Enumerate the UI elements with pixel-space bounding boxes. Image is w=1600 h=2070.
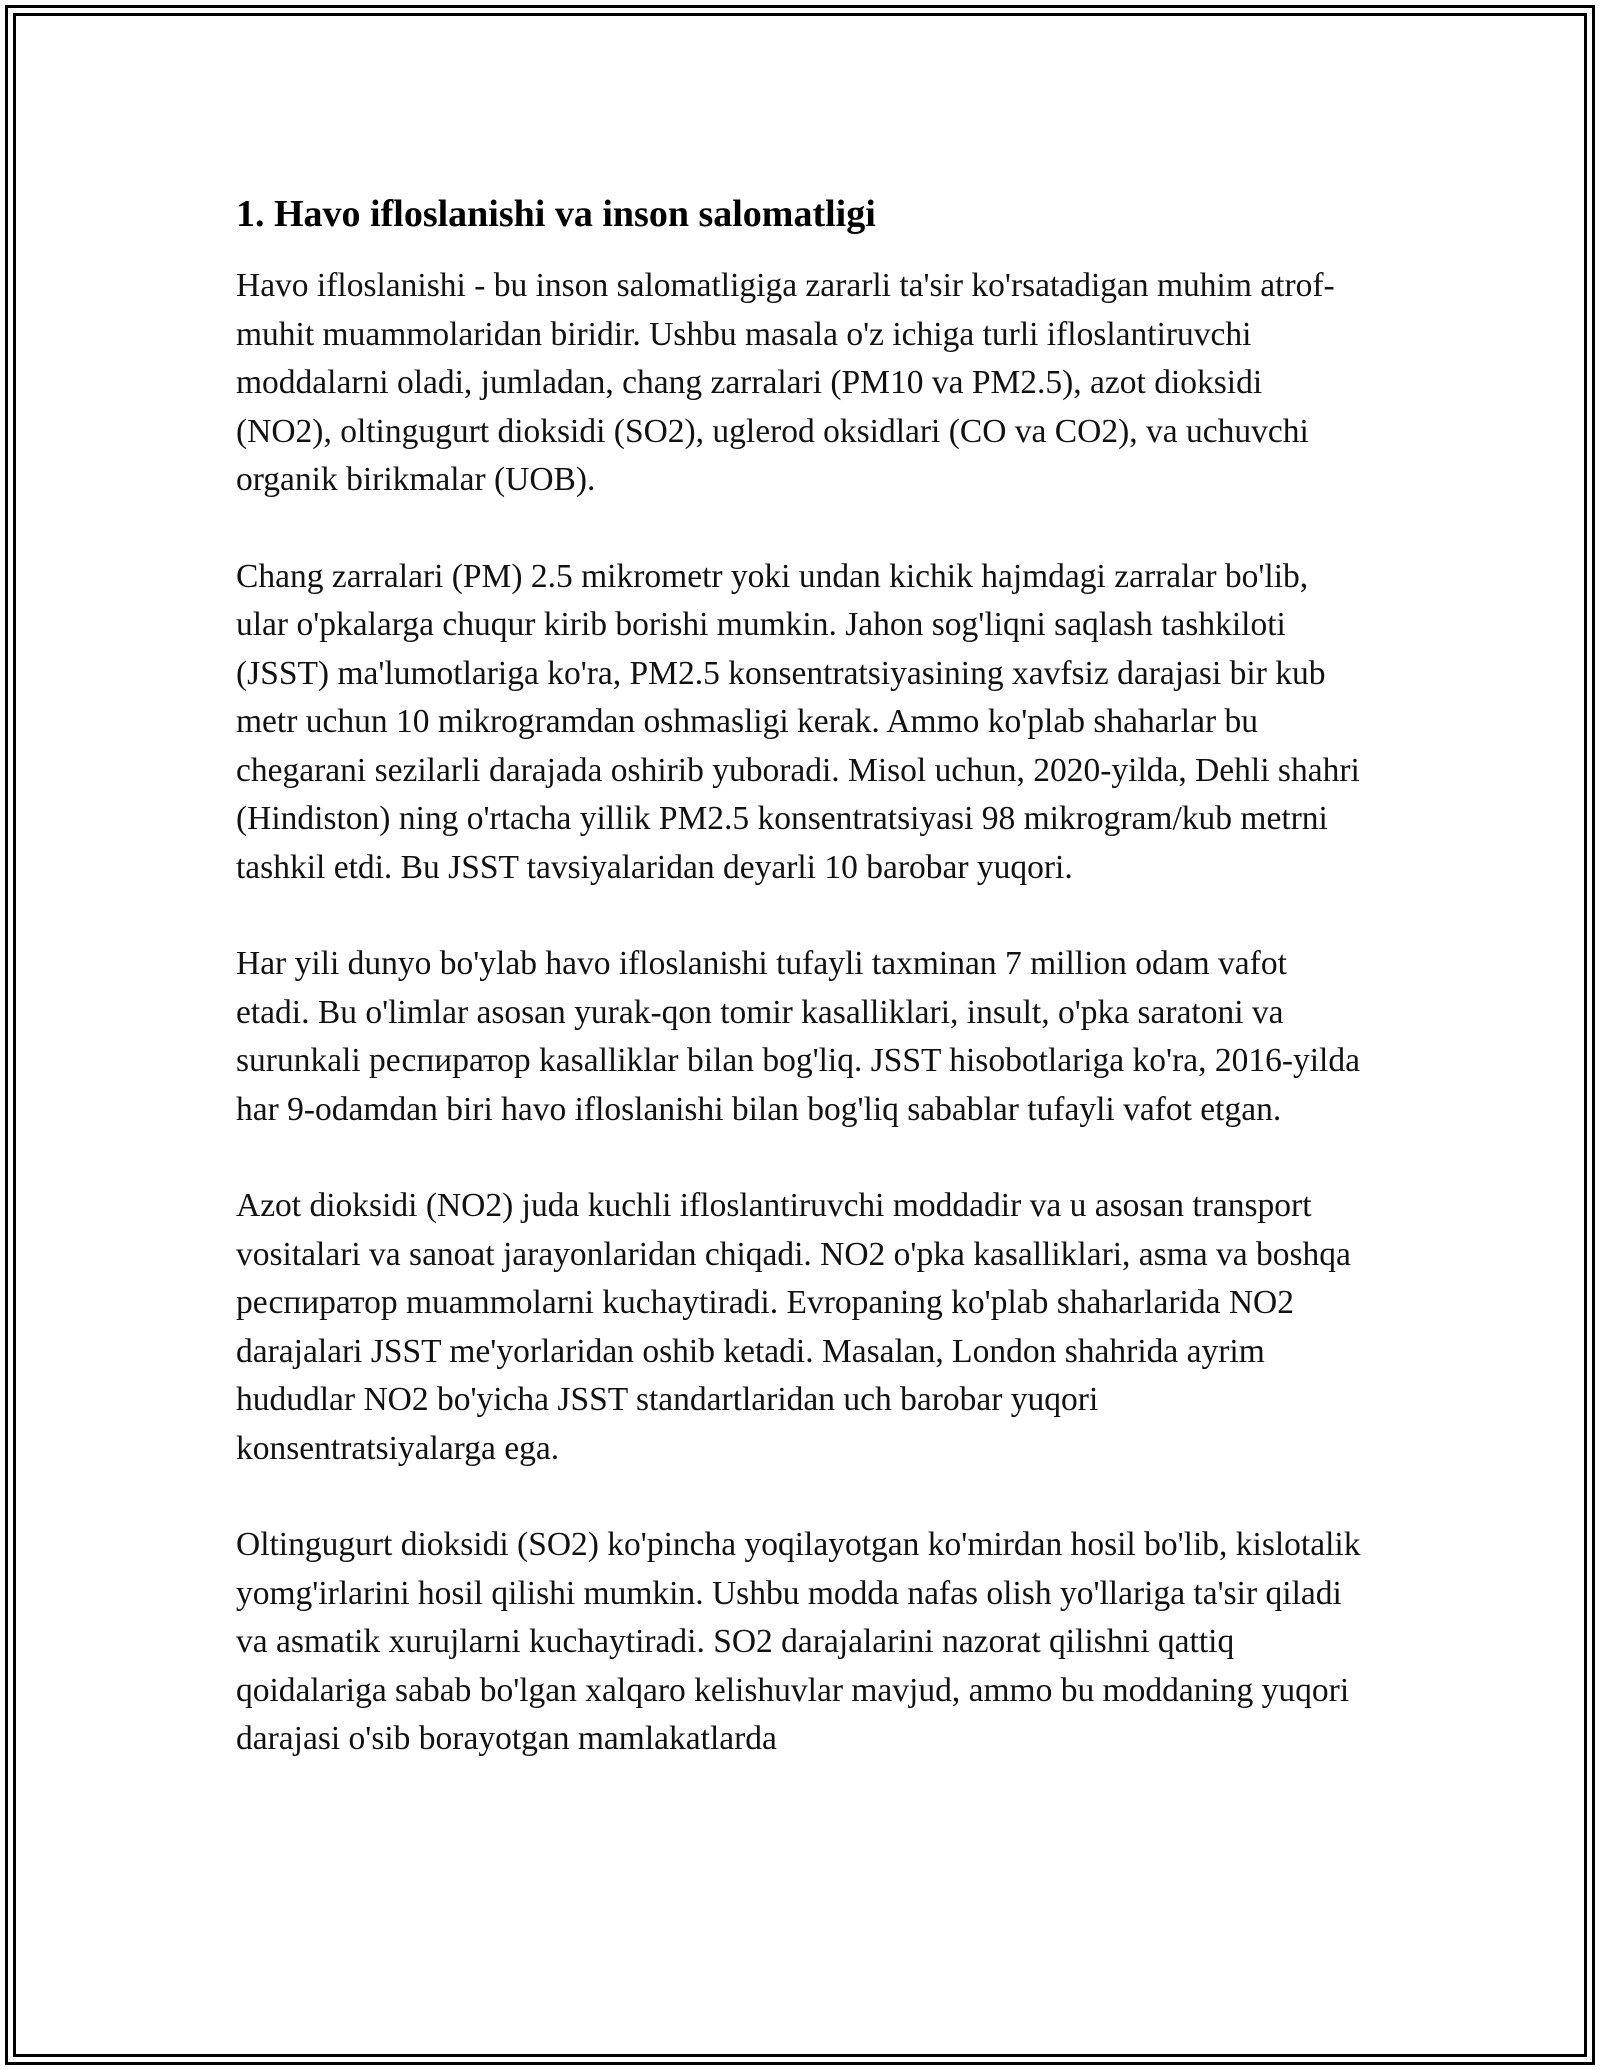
paragraph-nitrogen-dioxide: Azot dioksidi (NO2) juda kuchli ifloslantiruvchi moddadir va u asosan transport vositalari va sanoat jarayonlaridan chiqadi. NO2 o'pka kasalliklari, asma va boshqa респиратор muammolarni kuchaytiradi. Evropaning ko'plab shaharlarida NO2 darajalari JSST me'yorlaridan oshib ketadi. Masalan, London shahrida ayrim hududlar NO2 bo'yicha JSST standartlaridan uch barobar yuqori konsentratsiyalarga ega. <box>236 1187 1351 1467</box>
paragraph-mortality: Har yili dunyo bo'ylab havo ifloslanishi tufayli taxminan 7 million odam vafot etadi. Bu o'limlar asosan yurak-qon tomir kasalliklari, insult, o'pka saratoni va surunkali респиратор kasalliklar bilan bog'liq. JSST hisobotlariga ko'ra, 2016-yilda har 9-odamdan biri havo ifloslanishi bilan bog'liq sabablar tufayli vafot etgan. <box>236 945 1360 1128</box>
paragraph-particulate-matter: Chang zarralari (PM) 2.5 mikrometr yoki undan kichik hajmdagi zarralar bo'lib, ular o'pkalarga chuqur kirib borishi mumkin. Jahon sog'liqni saqlash tashkiloti (JSST) ma'lumotlariga ko'ra, PM2.5 konsentratsiyasining xavfsiz darajasi bir kub metr uchun 10 mikrogramdan oshmasligi kerak. Ammo ko'plab shaharlar bu chegarani sezilarli darajada oshirib yuboradi. Misol uchun, 2020-yilda, Dehli shahri (Hindiston) ning o'rtacha yillik PM2.5 konsentratsiyasi 98 mikrogram/kub metrni tashkil etdi. Bu JSST tavsiyalaridan deyarli 10 barobar yuqori. <box>236 557 1360 886</box>
paragraph-sulfur-dioxide: Oltingugurt dioksidi (SO2) ko'pincha yoqilayotgan ko'mirdan hosil bo'lib, kislotalik yomg'irlarini hosil qilishi mumkin. Ushbu modda nafas olish yo'llariga ta'sir qiladi va asmatik xurujlarni kuchaytiradi. SO2 darajalarini nazorat qilishni qattiq qoidalariga sabab bo'lgan xalqaro kelishuvlar mavjud, ammo bu moddaning yuqori darajasi o'sib borayotgan mamlakatlarda <box>236 1526 1361 1757</box>
document-body <box>236 188 1366 1812</box>
section-heading: 1. Havo ifloslanishi va inson salomatligi <box>236 193 876 235</box>
paragraph-intro: Havo ifloslanishi - bu inson salomatligiga zararli ta'sir ko'rsatadigan muhim atrof-muhit muammolaridan biridir. Ushbu masala o'z ichiga turli ifloslantiruvchi moddalarni oladi, jumladan, chang zarralari (PM10 va PM2.5), azot dioksidi (NO2), oltingugurt dioksidi (SO2), uglerod oksidlari (CO va CO2), va uchuvchi organik birikmalar (UOB). <box>236 267 1335 498</box>
